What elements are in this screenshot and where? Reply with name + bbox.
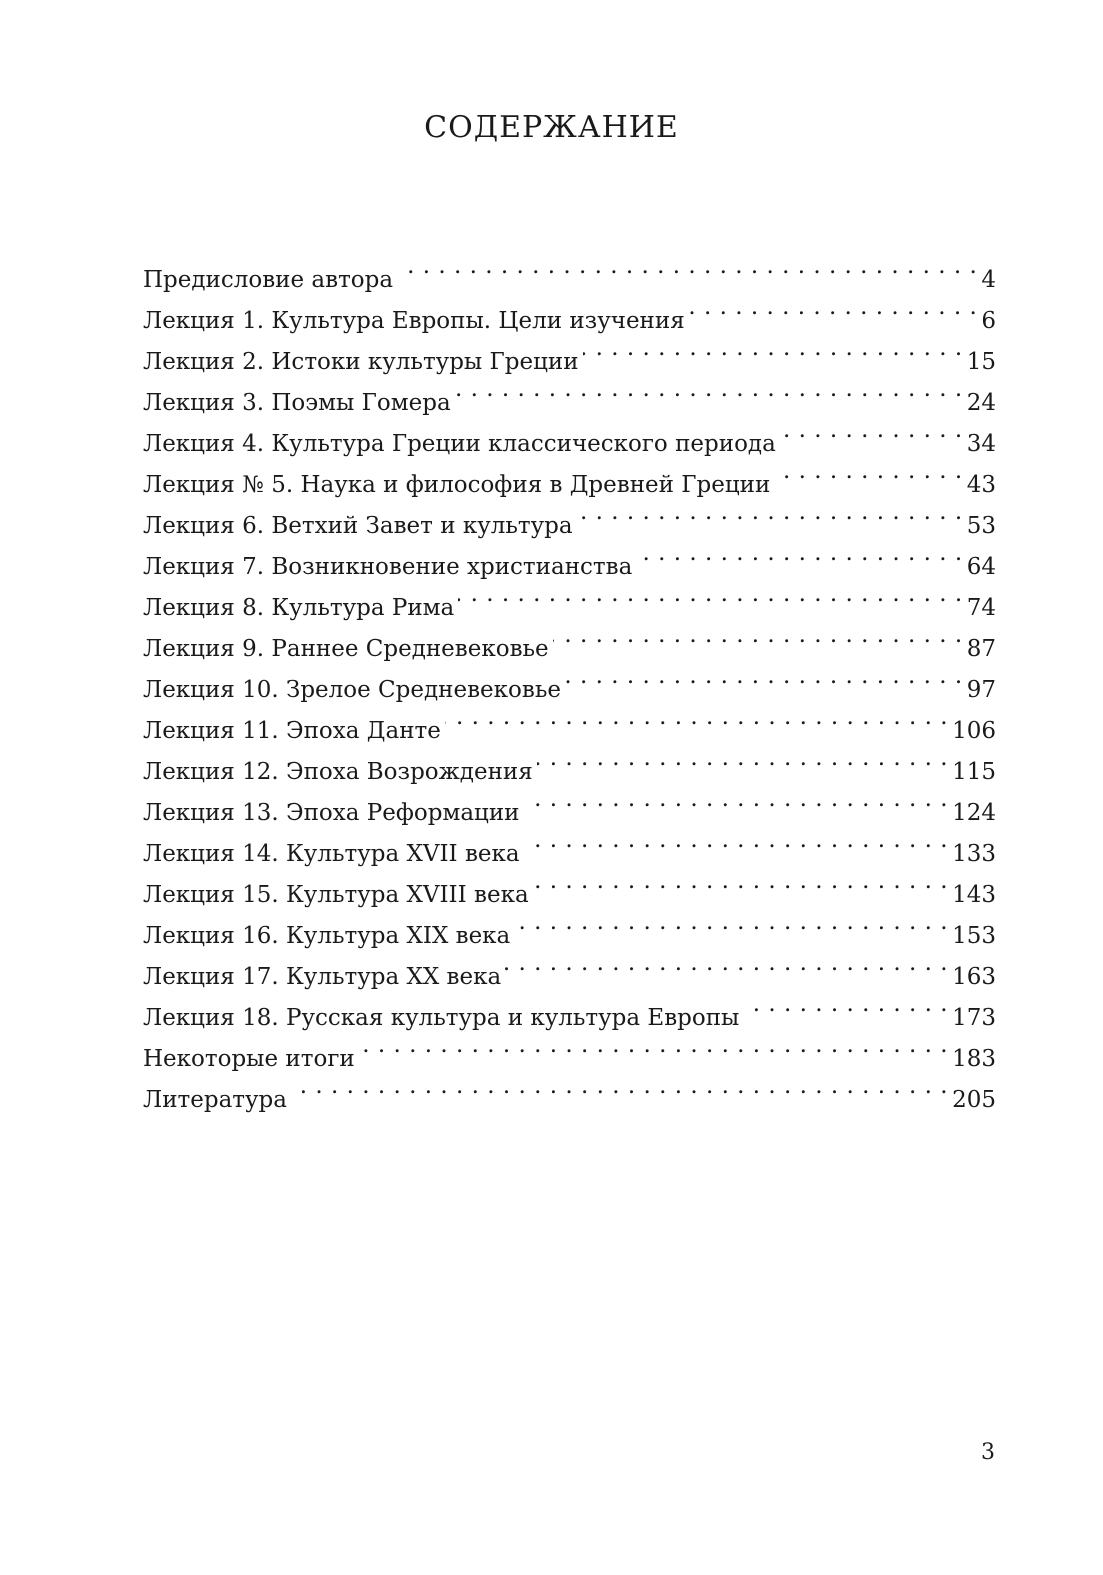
toc-entry-title: Лекция 18. Русская культура и культура Европы [143, 1005, 740, 1031]
toc-entry-title: Лекция 13. Эпоха Реформации [143, 800, 520, 826]
dot-leader [780, 410, 963, 451]
toc-entry-page: 124 [952, 800, 996, 826]
toc-entry-page: 74 [966, 595, 996, 621]
dot-leader [689, 287, 978, 328]
dot-leader [505, 943, 948, 984]
toc-entry-page: 34 [966, 431, 996, 457]
dot-leader [774, 451, 962, 492]
toc-entry-page: 64 [966, 554, 996, 580]
toc-entry-title: Лекция 10. Зрелое Средневековье [143, 677, 561, 703]
toc-entry-title: Лекция 6. Ветхий Завет и культура [143, 513, 573, 539]
toc-entry-page: 205 [952, 1087, 996, 1113]
toc-entry [143, 246, 996, 293]
toc-entry-page: 24 [966, 390, 996, 416]
toc-entry-title: Лекция 1. Культура Европы. Цели изучения [143, 308, 685, 334]
dot-leader [743, 984, 948, 1025]
dot-leader [397, 246, 977, 287]
toc-entry-page: 15 [966, 349, 996, 375]
dot-leader [359, 1025, 948, 1066]
dot-leader [565, 656, 963, 697]
toc-entry-title: Лекция 16. Культура XIX века [143, 923, 511, 949]
dot-leader [537, 738, 948, 779]
toc-entry-title: Лекция 9. Раннее Средневековье [143, 636, 549, 662]
toc-entry-page: 153 [952, 923, 996, 949]
dot-leader [291, 1066, 948, 1107]
dot-leader [553, 615, 963, 656]
dot-leader [458, 574, 962, 615]
table-of-contents [143, 246, 996, 1113]
toc-entry-page: 115 [952, 759, 996, 785]
toc-entry-title: Лекция 17. Культура XX века [143, 964, 502, 990]
toc-entry-title: Лекция 4. Культура Греции классического периода [143, 431, 776, 457]
page-number: 3 [981, 1440, 995, 1465]
dot-leader [524, 779, 949, 820]
dot-leader [533, 861, 948, 902]
toc-entry-page: 4 [981, 267, 996, 293]
toc-entry-page: 143 [952, 882, 996, 908]
dot-leader [514, 902, 948, 943]
toc-entry-title: Лекция 7. Возникновение христианства [143, 554, 633, 580]
toc-entry-title: Лекция 12. Эпоха Возрождения [143, 759, 533, 785]
toc-entry-page: 183 [952, 1046, 996, 1072]
toc-entry-title: Лекция 14. Культура XVII века [143, 841, 520, 867]
toc-entry-title: Лекция 8. Культура Рима [143, 595, 455, 621]
dot-leader [636, 533, 962, 574]
page-title: СОДЕРЖАНИЕ [424, 110, 679, 145]
toc-entry-title: Лекция 2. Истоки культуры Греции [143, 349, 579, 375]
dot-leader [445, 697, 948, 738]
dot-leader [577, 492, 963, 533]
toc-entry-title: Предисловие автора [143, 267, 394, 293]
toc-entry-page: 163 [952, 964, 996, 990]
toc-entry-title: Лекция 3. Поэмы Гомера [143, 390, 451, 416]
toc-entry-title: Некоторые итоги [143, 1046, 355, 1072]
toc-entry-page: 53 [966, 513, 996, 539]
toc-entry-title: Лекция 11. Эпоха Данте [143, 718, 441, 744]
toc-entry-page: 133 [952, 841, 996, 867]
toc-entry-page: 87 [966, 636, 996, 662]
toc-entry-title: Лекция № 5. Наука и философия в Древней Греции [143, 472, 771, 498]
toc-entry-title: Литература [143, 1087, 287, 1113]
toc-entry-page: 106 [952, 718, 996, 744]
dot-leader [583, 328, 963, 369]
toc-entry-page: 173 [952, 1005, 996, 1031]
toc-entry-page: 43 [966, 472, 996, 498]
toc-entry-page: 97 [966, 677, 996, 703]
toc-entry-title: Лекция 15. Культура XVIII века [143, 882, 529, 908]
dot-leader [524, 820, 949, 861]
dot-leader [455, 369, 963, 410]
toc-entry-page: 6 [981, 308, 996, 334]
